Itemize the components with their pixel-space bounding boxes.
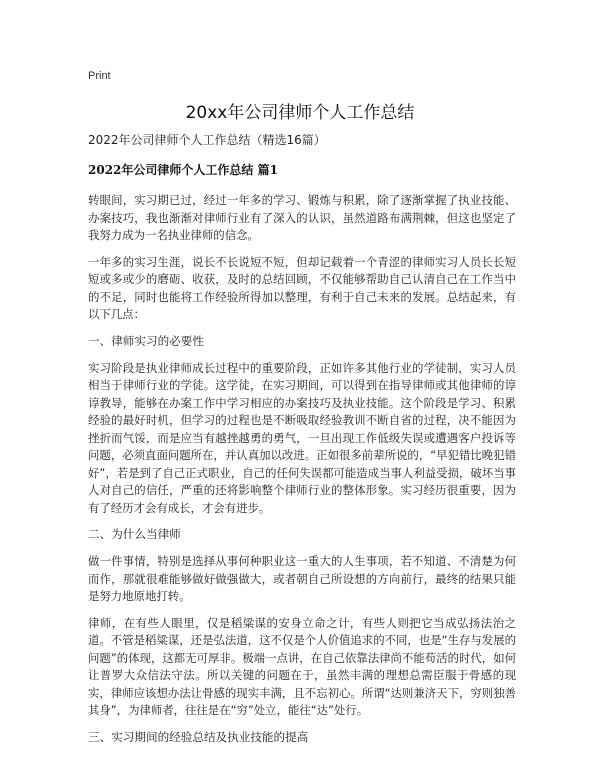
heading-experience: 三、实习期间的经验总结及执业技能的提高 (88, 729, 309, 744)
document-subtitle: 2022年公司律师个人工作总结（精选16篇） (88, 133, 326, 147)
paragraph: 实习阶段是执业律师成长过程中的重要阶段，正如许多其他行业的学徒制，实习人员相当于律师行业的学徒。这学徒，在实习期间，可以得到在指导律师或其他律师的谆谆教导，能够在办案工作中学习相应的办案技巧及执业技能。这个阶段是学习、积累经验的最好时机，但学习的过程也是不断吸取经验教训不断自省的过程，决不能因为挫折而气馁，而是应当有越挫越勇的勇气，一旦出现工作低级失误或遭遇客户投诉等问题，必须直面问题所在，并认真加以改进。正如很多前辈所说的，“早犯错比晚犯错好”，若是到了自己正式职业，自己的任何失误都可能造成当事人利益受损，破坏当事人对自己的信任，严重的还将影响整个律师行业的整体形象。实习经历很重要，因为有了经历才会有成长，才会有进步。 (88, 360, 516, 515)
document-title: 20xx年公司律师个人工作总结 (185, 103, 415, 123)
paragraph: 一年多的实习生涯，说长不长说短不短，但却记载着一个青涩的律师实习人员长长短短或多或少的磨砺、收获，及时的总结回顾，不仅能够帮助自己认清自己在工作当中的不足，同时也能将工作经验所得加以整理，有利于自己未来的发展。总结起来，有以下几点： (88, 254, 516, 321)
print-label: Print (88, 70, 111, 82)
document-body (88, 132, 516, 756)
heading-why-lawyer: 二、为什么当律师 (88, 527, 181, 541)
heading-necessity: 一、律师实习的必要性 (88, 333, 204, 348)
paragraph: 转眼间，实习期已过，经过一年多的学习、锻炼与积累，除了逐渐掌握了执业技能、办案技巧，我也渐渐对律师行业有了深入的认识，虽然道路布满荆棘，但这也坚定了我努力成为一名执业律师的信念。 (88, 193, 516, 242)
section-heading: 2022年公司律师个人工作总结 篇1 (88, 163, 278, 177)
paragraph: 律师，在有些人眼里，仅是稻粱谋的安身立命之计，有些人则把它当成弘扬法治之道。不管是稻粱谋，还是弘法道，这不仅是个人价值追求的不同，也是“生存与发展的问题”的体现，这都无可厚非。极端一点讲，在自己依靠法律尚不能苟活的时代，如何让普罗大众信法守法。所以关键的问题在于，虽然丰满的理想总需臣服于骨感的现实，律师应该想办法让骨感的现实丰满，且不忘初心。所谓“达则兼济天下，穷则独善其身”，为律师者，往往是在“穷”处立，能往“达”处行。 (88, 615, 516, 717)
paragraph: 做一件事情，特别是选择从事何种职业这一重大的人生事项，若不知道、不清楚为何而作，那就很难能够做好做强做大，或者朝自己所设想的方向前行，最终的结果只能是努力地原地打转。 (88, 554, 516, 603)
